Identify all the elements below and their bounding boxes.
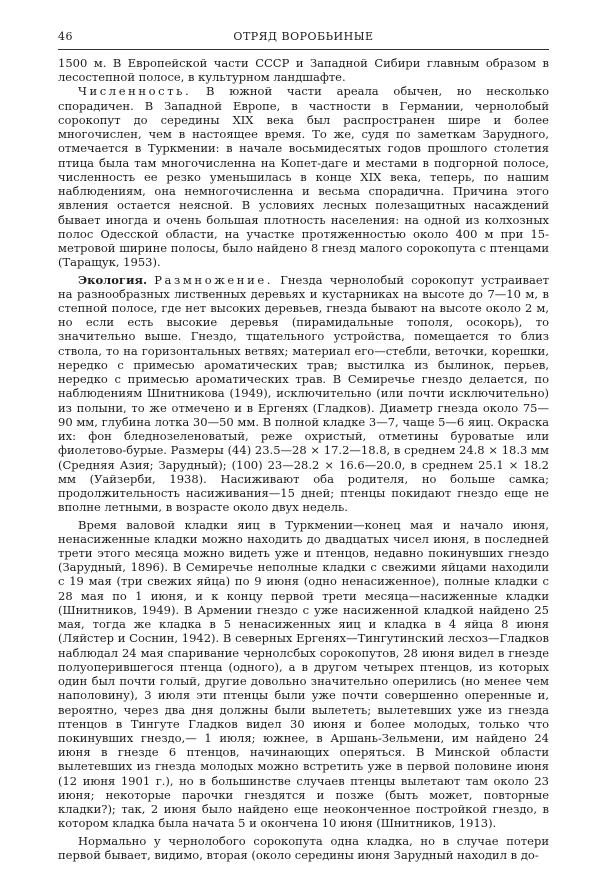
running-title: ОТРЯД ВОРОБЬИНЫЕ [233, 30, 374, 43]
paragraph-ecology-breeding [58, 273, 549, 515]
paragraph-text: Время валовой кладки яиц в Туркмении—конец мая и начало июня, ненасиженные кладки можно находить до двадцатых чисел июня, в последней трети этого месяца можно видеть уже и птенцов, недавно покинувших гнездо (Зарудный, 1896). В Семиречье неполные кладки с свежими яйцами находили с 19 мая (три свежих яйца) по 9 июня (одно ненасиженное), полные кладки с 28 мая по 1 июня, и к концу первой трети месяца—насиженные кладки (Шнитников, 1949). В Армении гнездо с уже насиженной кладкой найдено 25 мая, тогда же кладка в 5 ненасиженных яиц и кладка в 4 яйца 8 июня (Ляйстер и Соснин, 1942). В северных Ергенях—Тингутинский лесхоз—Гладков наблюдал 24 мая спаривание чернолсбых сорокопутов, 28 июня видел в гнезде полуоперившегося птенца (одного), а в другом четырех птенцов, из которых один был почти голый, другие довольно значительно оперились (но менее чем наполовину), 3 июля эти птенцы были уже почти совершенно оперенные и, вероятно, через два дня должны были вылететь; вылетевших уже из гнезда птенцов в Тингуте Гладков видел 30 июня и более молодых, только что покинувших гнездо,— 1 июля; южнее, в Аршань-Зельмени, им найдено 24 июня в гнезде 6 птенцов, начинающих оперяться. В Минской области вылетевших из гнезда молодых можно встретить уже в первой половине июня (12 июня 1901 г.), но в большинстве случаев птенцы вылетают там около 23 июня; некоторые парочки гнездятся и позже (быть может, повторные кладки?); так, 2 июня было найдено еще неоконченное постройкой гнездо, в котором кладка была начата 5 и окончена 10 июня (Шнитников, 1913). [58, 517, 549, 831]
paragraph-abundance [58, 84, 549, 269]
section-heading-ecology: Экология. [78, 272, 147, 287]
section-heading-abundance: Численность. [78, 84, 192, 99]
paragraph-clutch-count [58, 834, 549, 862]
subsection-heading-breeding: Размножение. [154, 272, 273, 287]
header-rule [58, 49, 549, 50]
page-body [58, 56, 549, 862]
book-page [58, 30, 549, 862]
paragraph-text: В южной части ареала обычен, но несколько спорадичен. В Западной Европе, в частности в Германии, чернолобый сорокопут до середины XIX века был распространен шире и более многочислен, чем в настоящее время. То же, судя по заметкам Зарудного, отмечается в Туркмении: в начале восьмидесятых годов прошлого столетия птица была там многочисленна на Копет-даге и местами в подгорной полосе, численность ее резко уменьшилась в конце XIX века, теперь, по нашим наблюдениям, она немногочисленна и весьма спорадична. Причина этого явления остается неясной. В условиях лесных полезащитных насаждений бывает иногда и очень большая плотность населения: на одной из колхозных полос Одесской области, на участке протяженностью около 400 м при 15-метровой ширине полосы, было найдено 8 гнезд малого сорокопута с птенцами (Таращук, 1953). [58, 84, 549, 270]
paragraph-laying-time [58, 518, 549, 831]
paragraph-text: Гнезда чернолобый сорокопут устраивает на разнообразных лиственных деревьях и кустарниках на высоте до 7—10 м, в степной полосе, где нет высоких деревьев, гнезда бывают на высоте около 2 м, но если есть высокие деревья (пирамидальные тополя, осокорь), то значительно выше. Гнездо, тщательного устройства, помещается то близ ствола, то на горизонтальных ветвях; материал его—стебли, веточки, корешки, нередко с примесью ароматических трав; выстилка из былинок, перьев, нередко с примесью ароматических трав. В Семиречье гнездо делается, по наблюдениям Шнитникова (1949), исключительно (или почти исключительно) из полыни, то же отмечено и в Ергенях (Гладков). Диаметр гнезда около 75—90 мм, глубина лотка 30—50 мм. В полной кладке 3—7, чаще 5—6 яиц. Окраска их: фон бледнозеленоватый, реже охристый, отметины буроватые или фиолетово-бурые. Размеры (44) 23.5—28 × 17.2—18.8, в среднем 24.8 × 18.3 мм (Средняя Азия; Зарудный); (100) 23—28.2 × 16.6—20.0, в среднем 25.1 × 18.2 мм (Уайзерби, 1938). Насиживают оба родителя, но больше самка; продолжительность насиживания—15 дней; птенцы покидают гнездо еще не вполне летными, в возрасте около двух недель. [58, 272, 550, 515]
page-number: 46 [58, 30, 73, 43]
paragraph-range-end [58, 56, 549, 84]
running-header [58, 30, 549, 46]
paragraph-text: 1500 м. В Европейской части СССР и Западной Сибири главным образом в лесостепной полосе, в культурном ландшафте. [58, 56, 549, 85]
paragraph-text: Нормально у чернолобого сорокопута одна кладка, но в случае потери первой бывает, видимо, вторая (около середины июня Зарудный находил в до- [58, 833, 549, 862]
